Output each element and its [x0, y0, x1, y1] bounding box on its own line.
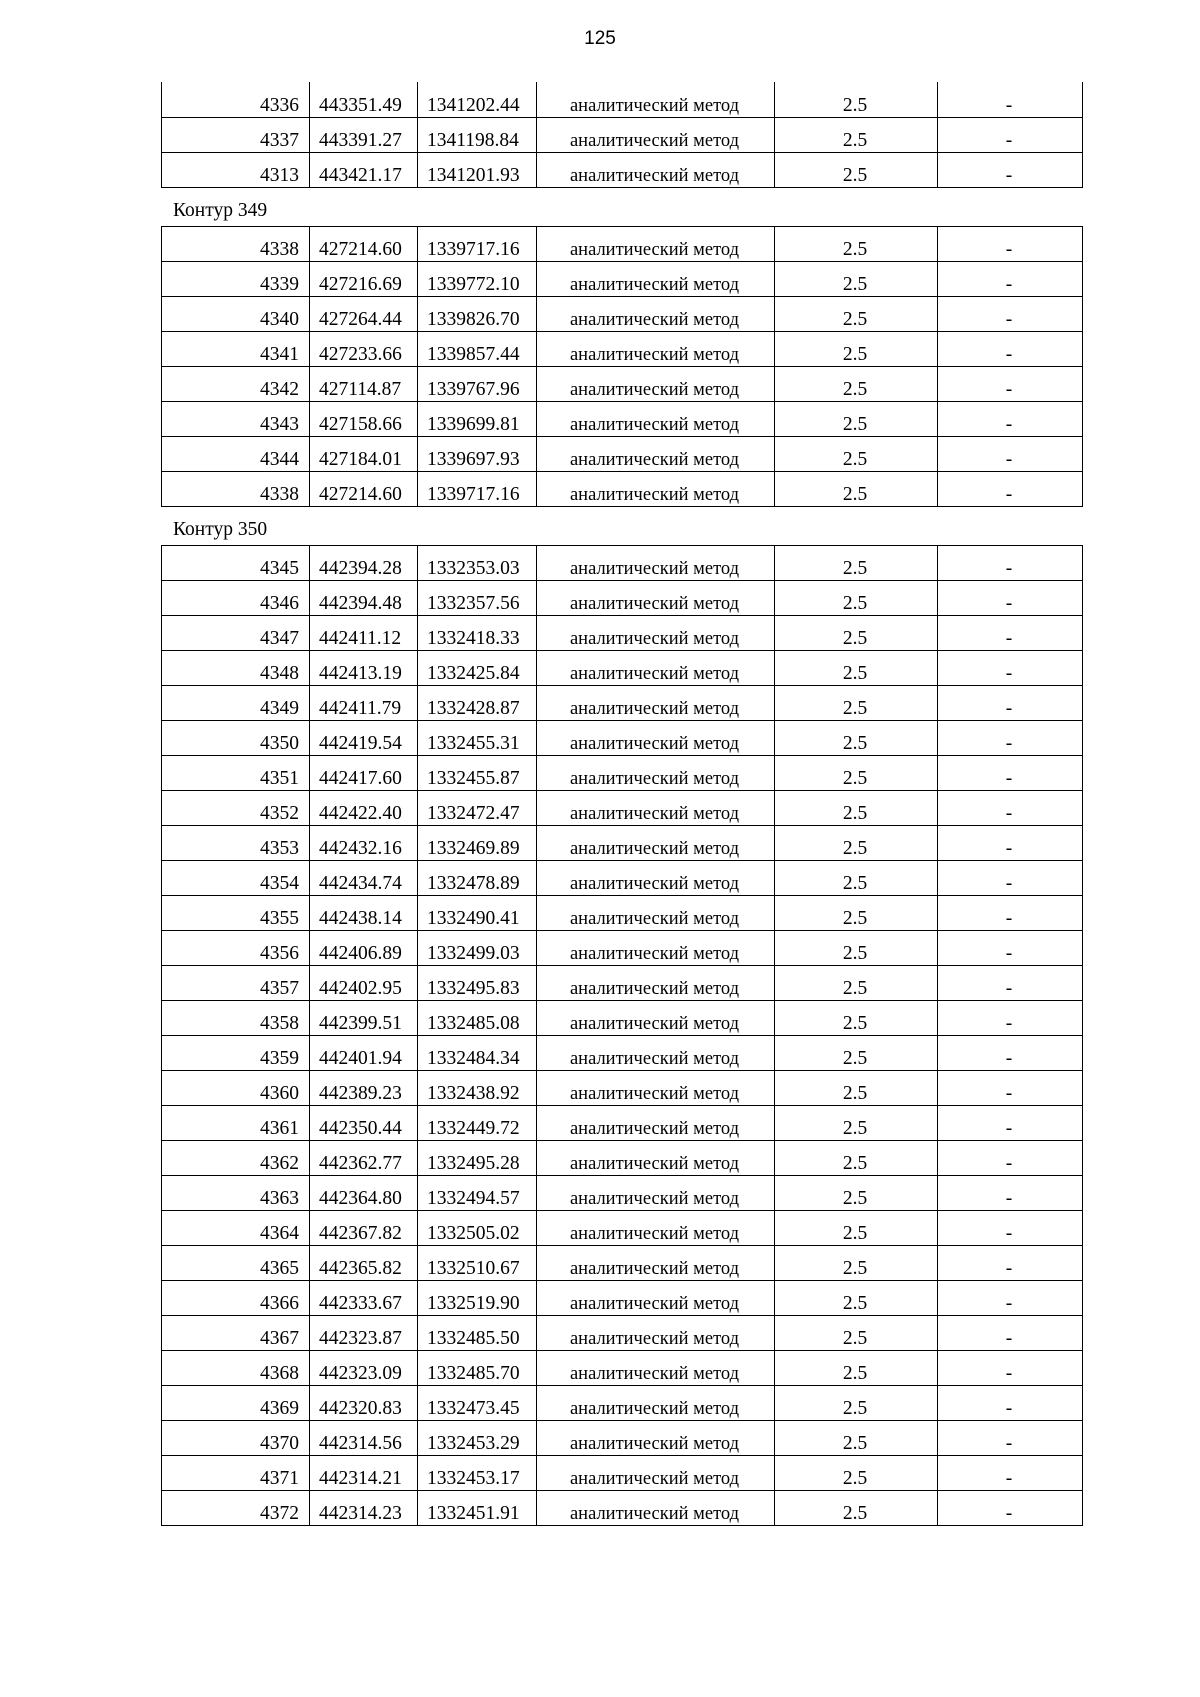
point-number-cell: 4352: [162, 790, 310, 825]
x-coordinate-cell: 443351.49: [310, 82, 418, 117]
note-cell: -: [938, 1420, 1083, 1455]
point-number-cell: 4354: [162, 860, 310, 895]
method-cell: аналитический метод: [537, 755, 775, 790]
point-number-cell: 4363: [162, 1175, 310, 1210]
y-coordinate-cell: 1332353.03: [418, 545, 537, 580]
point-number-cell: 4346: [162, 580, 310, 615]
coordinates-table: [161, 82, 1083, 188]
method-cell: аналитический метод: [537, 1280, 775, 1315]
x-coordinate-cell: 442364.80: [310, 1175, 418, 1210]
x-coordinate-cell: 442411.12: [310, 615, 418, 650]
x-coordinate-cell: 442362.77: [310, 1140, 418, 1175]
point-number-cell: 4358: [162, 1000, 310, 1035]
x-coordinate-cell: 442406.89: [310, 930, 418, 965]
x-coordinate-cell: 442434.74: [310, 860, 418, 895]
x-coordinate-cell: 442422.40: [310, 790, 418, 825]
note-cell: -: [938, 152, 1083, 187]
table-row: [162, 1490, 1083, 1525]
y-coordinate-cell: 1341201.93: [418, 152, 537, 187]
note-cell: -: [938, 545, 1083, 580]
method-cell: аналитический метод: [537, 615, 775, 650]
x-coordinate-cell: 442438.14: [310, 895, 418, 930]
note-cell: -: [938, 930, 1083, 965]
x-coordinate-cell: 442399.51: [310, 1000, 418, 1035]
table-row: [162, 82, 1083, 117]
note-cell: -: [938, 860, 1083, 895]
table-row: [162, 1210, 1083, 1245]
note-cell: -: [938, 226, 1083, 261]
y-coordinate-cell: 1339826.70: [418, 296, 537, 331]
y-coordinate-cell: 1339697.93: [418, 436, 537, 471]
table-row: [162, 226, 1083, 261]
note-cell: -: [938, 650, 1083, 685]
method-cell: аналитический метод: [537, 331, 775, 366]
y-coordinate-cell: 1332473.45: [418, 1385, 537, 1420]
accuracy-cell: 2.5: [775, 1315, 938, 1350]
note-cell: -: [938, 1070, 1083, 1105]
coordinates-document: [161, 82, 1082, 1526]
note-cell: -: [938, 685, 1083, 720]
point-number-cell: 4368: [162, 1350, 310, 1385]
method-cell: аналитический метод: [537, 930, 775, 965]
note-cell: -: [938, 825, 1083, 860]
point-number-cell: 4369: [162, 1385, 310, 1420]
accuracy-cell: 2.5: [775, 331, 938, 366]
x-coordinate-cell: 427216.69: [310, 261, 418, 296]
accuracy-cell: 2.5: [775, 261, 938, 296]
table-row: [162, 1315, 1083, 1350]
point-number-cell: 4351: [162, 755, 310, 790]
y-coordinate-cell: 1332490.41: [418, 895, 537, 930]
accuracy-cell: 2.5: [775, 471, 938, 506]
point-number-cell: 4338: [162, 226, 310, 261]
point-number-cell: 4341: [162, 331, 310, 366]
method-cell: аналитический метод: [537, 226, 775, 261]
point-number-cell: 4340: [162, 296, 310, 331]
method-cell: аналитический метод: [537, 1490, 775, 1525]
note-cell: -: [938, 436, 1083, 471]
accuracy-cell: 2.5: [775, 965, 938, 1000]
x-coordinate-cell: 442314.56: [310, 1420, 418, 1455]
x-coordinate-cell: 443421.17: [310, 152, 418, 187]
method-cell: аналитический метод: [537, 401, 775, 436]
table-row: [162, 261, 1083, 296]
method-cell: аналитический метод: [537, 1175, 775, 1210]
y-coordinate-cell: 1332438.92: [418, 1070, 537, 1105]
note-cell: -: [938, 1350, 1083, 1385]
x-coordinate-cell: 443391.27: [310, 117, 418, 152]
note-cell: -: [938, 1385, 1083, 1420]
note-cell: -: [938, 720, 1083, 755]
accuracy-cell: 2.5: [775, 545, 938, 580]
table-row: [162, 685, 1083, 720]
accuracy-cell: 2.5: [775, 895, 938, 930]
note-cell: -: [938, 401, 1083, 436]
point-number-cell: 4357: [162, 965, 310, 1000]
method-cell: аналитический метод: [537, 895, 775, 930]
accuracy-cell: 2.5: [775, 82, 938, 117]
x-coordinate-cell: 427214.60: [310, 226, 418, 261]
accuracy-cell: 2.5: [775, 401, 938, 436]
y-coordinate-cell: 1339857.44: [418, 331, 537, 366]
x-coordinate-cell: 442323.87: [310, 1315, 418, 1350]
method-cell: аналитический метод: [537, 1035, 775, 1070]
accuracy-cell: 2.5: [775, 152, 938, 187]
method-cell: аналитический метод: [537, 1105, 775, 1140]
y-coordinate-cell: 1332469.89: [418, 825, 537, 860]
page-number: 125: [584, 28, 616, 49]
y-coordinate-cell: 1332455.87: [418, 755, 537, 790]
table-row: [162, 296, 1083, 331]
table-row: [162, 895, 1083, 930]
note-cell: -: [938, 1210, 1083, 1245]
x-coordinate-cell: 442411.79: [310, 685, 418, 720]
accuracy-cell: 2.5: [775, 1070, 938, 1105]
accuracy-cell: 2.5: [775, 1140, 938, 1175]
method-cell: аналитический метод: [537, 82, 775, 117]
y-coordinate-cell: 1339767.96: [418, 366, 537, 401]
table-row: [162, 331, 1083, 366]
method-cell: аналитический метод: [537, 1385, 775, 1420]
accuracy-cell: 2.5: [775, 117, 938, 152]
method-cell: аналитический метод: [537, 471, 775, 506]
table-row: [162, 1455, 1083, 1490]
x-coordinate-cell: 442389.23: [310, 1070, 418, 1105]
x-coordinate-cell: 442417.60: [310, 755, 418, 790]
method-cell: аналитический метод: [537, 580, 775, 615]
point-number-cell: 4355: [162, 895, 310, 930]
y-coordinate-cell: 1332418.33: [418, 615, 537, 650]
table-row: [162, 545, 1083, 580]
accuracy-cell: 2.5: [775, 1175, 938, 1210]
x-coordinate-cell: 442402.95: [310, 965, 418, 1000]
y-coordinate-cell: 1332495.28: [418, 1140, 537, 1175]
table-row: [162, 401, 1083, 436]
point-number-cell: 4367: [162, 1315, 310, 1350]
table-row: [162, 1385, 1083, 1420]
point-number-cell: 4372: [162, 1490, 310, 1525]
accuracy-cell: 2.5: [775, 1035, 938, 1070]
y-coordinate-cell: 1332455.31: [418, 720, 537, 755]
note-cell: -: [938, 366, 1083, 401]
method-cell: аналитический метод: [537, 1245, 775, 1280]
x-coordinate-cell: 442333.67: [310, 1280, 418, 1315]
table-row: [162, 825, 1083, 860]
accuracy-cell: 2.5: [775, 1000, 938, 1035]
coordinates-table: [161, 226, 1083, 507]
method-cell: аналитический метод: [537, 685, 775, 720]
contour-label: Контур 349: [173, 199, 268, 221]
note-cell: -: [938, 1000, 1083, 1035]
table-row: [162, 755, 1083, 790]
y-coordinate-cell: 1339772.10: [418, 261, 537, 296]
table-row: [162, 650, 1083, 685]
x-coordinate-cell: 427114.87: [310, 366, 418, 401]
table-row: [162, 1420, 1083, 1455]
accuracy-cell: 2.5: [775, 1210, 938, 1245]
note-cell: -: [938, 82, 1083, 117]
x-coordinate-cell: 442432.16: [310, 825, 418, 860]
point-number-cell: 4370: [162, 1420, 310, 1455]
table-row: [162, 471, 1083, 506]
contour-label: Контур 350: [173, 518, 268, 540]
note-cell: -: [938, 471, 1083, 506]
point-number-cell: 4338: [162, 471, 310, 506]
note-cell: -: [938, 1105, 1083, 1140]
table-row: [162, 930, 1083, 965]
note-cell: -: [938, 965, 1083, 1000]
point-number-cell: 4336: [162, 82, 310, 117]
y-coordinate-cell: 1332357.56: [418, 580, 537, 615]
method-cell: аналитический метод: [537, 1350, 775, 1385]
point-number-cell: 4359: [162, 1035, 310, 1070]
y-coordinate-cell: 1332485.70: [418, 1350, 537, 1385]
accuracy-cell: 2.5: [775, 1245, 938, 1280]
y-coordinate-cell: 1332494.57: [418, 1175, 537, 1210]
note-cell: -: [938, 895, 1083, 930]
point-number-cell: 4344: [162, 436, 310, 471]
x-coordinate-cell: 427214.60: [310, 471, 418, 506]
method-cell: аналитический метод: [537, 1000, 775, 1035]
point-number-cell: 4348: [162, 650, 310, 685]
y-coordinate-cell: 1332478.89: [418, 860, 537, 895]
note-cell: -: [938, 117, 1083, 152]
note-cell: -: [938, 1490, 1083, 1525]
y-coordinate-cell: 1332449.72: [418, 1105, 537, 1140]
accuracy-cell: 2.5: [775, 1280, 938, 1315]
point-number-cell: 4361: [162, 1105, 310, 1140]
point-number-cell: 4349: [162, 685, 310, 720]
y-coordinate-cell: 1332505.02: [418, 1210, 537, 1245]
note-cell: -: [938, 790, 1083, 825]
x-coordinate-cell: 427264.44: [310, 296, 418, 331]
y-coordinate-cell: 1332453.17: [418, 1455, 537, 1490]
y-coordinate-cell: 1341202.44: [418, 82, 537, 117]
method-cell: аналитический метод: [537, 1070, 775, 1105]
point-number-cell: 4366: [162, 1280, 310, 1315]
point-number-cell: 4343: [162, 401, 310, 436]
x-coordinate-cell: 442394.48: [310, 580, 418, 615]
table-row: [162, 1000, 1083, 1035]
accuracy-cell: 2.5: [775, 1420, 938, 1455]
note-cell: -: [938, 755, 1083, 790]
accuracy-cell: 2.5: [775, 755, 938, 790]
x-coordinate-cell: 427184.01: [310, 436, 418, 471]
accuracy-cell: 2.5: [775, 685, 938, 720]
note-cell: -: [938, 1175, 1083, 1210]
x-coordinate-cell: 442367.82: [310, 1210, 418, 1245]
method-cell: аналитический метод: [537, 790, 775, 825]
y-coordinate-cell: 1332485.50: [418, 1315, 537, 1350]
method-cell: аналитический метод: [537, 296, 775, 331]
coordinates-table: [161, 545, 1083, 1526]
method-cell: аналитический метод: [537, 1420, 775, 1455]
table-row: [162, 1035, 1083, 1070]
accuracy-cell: 2.5: [775, 825, 938, 860]
x-coordinate-cell: 442314.21: [310, 1455, 418, 1490]
y-coordinate-cell: 1339717.16: [418, 471, 537, 506]
accuracy-cell: 2.5: [775, 1490, 938, 1525]
table-row: [162, 1245, 1083, 1280]
y-coordinate-cell: 1332428.87: [418, 685, 537, 720]
method-cell: аналитический метод: [537, 436, 775, 471]
point-number-cell: 4371: [162, 1455, 310, 1490]
accuracy-cell: 2.5: [775, 1385, 938, 1420]
accuracy-cell: 2.5: [775, 366, 938, 401]
table-row: [162, 1105, 1083, 1140]
x-coordinate-cell: 442365.82: [310, 1245, 418, 1280]
method-cell: аналитический метод: [537, 720, 775, 755]
table-row: [162, 152, 1083, 187]
y-coordinate-cell: 1332484.34: [418, 1035, 537, 1070]
method-cell: аналитический метод: [537, 117, 775, 152]
table-row: [162, 1140, 1083, 1175]
accuracy-cell: 2.5: [775, 650, 938, 685]
method-cell: аналитический метод: [537, 1455, 775, 1490]
x-coordinate-cell: 442350.44: [310, 1105, 418, 1140]
point-number-cell: 4362: [162, 1140, 310, 1175]
note-cell: -: [938, 1280, 1083, 1315]
method-cell: аналитический метод: [537, 965, 775, 1000]
note-cell: -: [938, 1140, 1083, 1175]
point-number-cell: 4365: [162, 1245, 310, 1280]
point-number-cell: 4345: [162, 545, 310, 580]
accuracy-cell: 2.5: [775, 296, 938, 331]
y-coordinate-cell: 1341198.84: [418, 117, 537, 152]
accuracy-cell: 2.5: [775, 436, 938, 471]
note-cell: -: [938, 580, 1083, 615]
x-coordinate-cell: 442320.83: [310, 1385, 418, 1420]
note-cell: -: [938, 296, 1083, 331]
table-row: [162, 366, 1083, 401]
x-coordinate-cell: 442314.23: [310, 1490, 418, 1525]
note-cell: -: [938, 1035, 1083, 1070]
method-cell: аналитический метод: [537, 366, 775, 401]
note-cell: -: [938, 615, 1083, 650]
method-cell: аналитический метод: [537, 1140, 775, 1175]
accuracy-cell: 2.5: [775, 720, 938, 755]
accuracy-cell: 2.5: [775, 790, 938, 825]
point-number-cell: 4353: [162, 825, 310, 860]
table-row: [162, 1070, 1083, 1105]
method-cell: аналитический метод: [537, 152, 775, 187]
y-coordinate-cell: 1332472.47: [418, 790, 537, 825]
table-row: [162, 1350, 1083, 1385]
table-row: [162, 436, 1083, 471]
table-row: [162, 1280, 1083, 1315]
table-row: [162, 615, 1083, 650]
y-coordinate-cell: 1332453.29: [418, 1420, 537, 1455]
point-number-cell: 4350: [162, 720, 310, 755]
point-number-cell: 4313: [162, 152, 310, 187]
method-cell: аналитический метод: [537, 650, 775, 685]
x-coordinate-cell: 442419.54: [310, 720, 418, 755]
method-cell: аналитический метод: [537, 860, 775, 895]
point-number-cell: 4364: [162, 1210, 310, 1245]
x-coordinate-cell: 442394.28: [310, 545, 418, 580]
table-row: [162, 720, 1083, 755]
accuracy-cell: 2.5: [775, 226, 938, 261]
accuracy-cell: 2.5: [775, 1350, 938, 1385]
point-number-cell: 4356: [162, 930, 310, 965]
x-coordinate-cell: 442401.94: [310, 1035, 418, 1070]
y-coordinate-cell: 1332499.03: [418, 930, 537, 965]
table-row: [162, 965, 1083, 1000]
accuracy-cell: 2.5: [775, 1455, 938, 1490]
y-coordinate-cell: 1339699.81: [418, 401, 537, 436]
note-cell: -: [938, 1315, 1083, 1350]
table-row: [162, 860, 1083, 895]
table-row: [162, 790, 1083, 825]
method-cell: аналитический метод: [537, 825, 775, 860]
accuracy-cell: 2.5: [775, 930, 938, 965]
y-coordinate-cell: 1332495.83: [418, 965, 537, 1000]
y-coordinate-cell: 1332485.08: [418, 1000, 537, 1035]
x-coordinate-cell: 427158.66: [310, 401, 418, 436]
x-coordinate-cell: 427233.66: [310, 331, 418, 366]
accuracy-cell: 2.5: [775, 580, 938, 615]
table-row: [162, 1175, 1083, 1210]
table-row: [162, 580, 1083, 615]
point-number-cell: 4342: [162, 366, 310, 401]
x-coordinate-cell: 442413.19: [310, 650, 418, 685]
y-coordinate-cell: 1332519.90: [418, 1280, 537, 1315]
accuracy-cell: 2.5: [775, 615, 938, 650]
y-coordinate-cell: 1332510.67: [418, 1245, 537, 1280]
y-coordinate-cell: 1332425.84: [418, 650, 537, 685]
point-number-cell: 4347: [162, 615, 310, 650]
table-row: [162, 117, 1083, 152]
point-number-cell: 4360: [162, 1070, 310, 1105]
note-cell: -: [938, 1245, 1083, 1280]
point-number-cell: 4337: [162, 117, 310, 152]
note-cell: -: [938, 261, 1083, 296]
method-cell: аналитический метод: [537, 261, 775, 296]
point-number-cell: 4339: [162, 261, 310, 296]
y-coordinate-cell: 1339717.16: [418, 226, 537, 261]
note-cell: -: [938, 331, 1083, 366]
accuracy-cell: 2.5: [775, 1105, 938, 1140]
x-coordinate-cell: 442323.09: [310, 1350, 418, 1385]
method-cell: аналитический метод: [537, 1210, 775, 1245]
note-cell: -: [938, 1455, 1083, 1490]
method-cell: аналитический метод: [537, 1315, 775, 1350]
y-coordinate-cell: 1332451.91: [418, 1490, 537, 1525]
method-cell: аналитический метод: [537, 545, 775, 580]
accuracy-cell: 2.5: [775, 860, 938, 895]
